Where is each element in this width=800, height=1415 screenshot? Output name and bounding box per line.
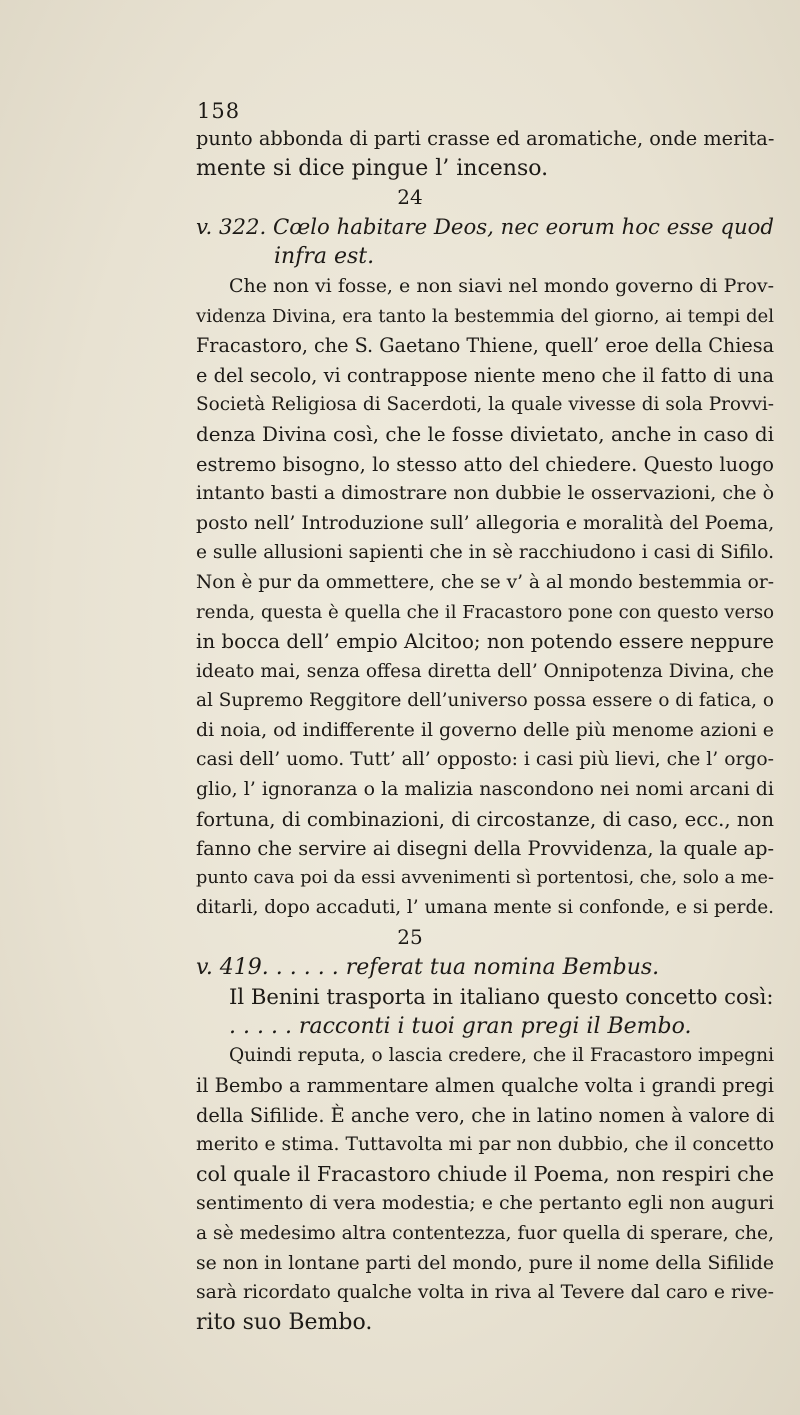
paragraph-line: Fracastoro, che S. Gaetano Thiene, quell’ eroe della Chiesa [196,334,774,358]
paragraph-line: Il Benini trasporta in italiano questo concetto così: [229,984,774,1010]
paragraph-line: se non in lontane parti del mondo, pure il nome della Sifilide [196,1252,774,1274]
paragraph-line: estremo bisogno, lo stesso atto del chiedere. Questo luogo [196,452,774,476]
paragraph-line: glio, l’ ignoranza o la malizia nascondono nei nomi arcani di [196,778,774,801]
paragraph-line: renda, questa è quella che il Fracastoro pone con questo verso [196,601,775,623]
paragraph-line: sentimento di vera modestia; e che pertanto egli non auguri [196,1192,774,1215]
paragraph-line: in bocca dell’ empio Alcitoo; non potendo essere neppure [196,630,774,654]
paragraph-line: al Supremo Reggitore dell’universo possa essere o di fatica, o [196,690,774,712]
paragraph-line: posto nell’ Introduzione sull’ allegoria e moralità del Poema, [196,511,775,534]
paragraph-line: casi dell’ uomo. Tutt’ all’ opposto: i casi più lievi, che l’ orgo- [196,749,774,771]
paragraph-line: a sè medesimo altra contentezza, fuor quella di sperare, che, [196,1222,774,1244]
paragraph-line: fanno che servire ai disegni della Provvidenza, la quale ap- [196,837,775,861]
paragraph-line: Che non vi fosse, e non siavi nel mondo governo di Prov- [229,274,774,297]
text-line: mente si dice pingue l’ incenso. [196,155,549,181]
paragraph-line: ideato mai, senza offesa diretta dell’ Onnipotenza Divina, che [196,660,774,682]
paragraph-line: merito e stima. Tuttavolta mi par non dubbio, che il concetto [196,1134,775,1156]
paragraph-line: videnza Divina, era tanto la bestemmia del giorno, ai tempi del [196,305,774,327]
translated-verse: . . . . . racconti i tuoi gran pregi il Bembo. [229,1013,692,1039]
paragraph-line: intanto basti a dimostrare non dubbie le osservazioni, che ò [196,482,775,505]
paragraph-line: Quindi reputa, o lascia credere, che il Fracastoro impegni [229,1045,774,1067]
paragraph-line: fortuna, di combinazioni, di circostanze, di caso, ecc., non [196,807,774,831]
paragraph-line: ditarli, dopo accaduti, l’ umana mente si confonde, e si perde. [196,897,774,919]
paragraph-line: rito suo Bembo. [196,1309,373,1335]
paragraph-line: e del secolo, vi contrappose niente meno che il fatto di una [196,363,774,387]
paragraph-line: Non è pur da ommettere, che se v’ à al mondo bestemmia or- [196,571,774,593]
paragraph-line: della Sifilide. È anche vero, che in latino nomen à valore di [196,1103,775,1127]
paragraph-line: e sulle allusioni sapienti che in sè racchiudono i casi di Sifilo. [196,542,774,564]
verse-citation-continued: infra est. [274,244,375,270]
paragraph-line: di noia, od indifferente il governo delle più menome azioni e [196,718,774,741]
verse-citation: v. 419. . . . . . referat tua nomina Bembus. [196,954,660,980]
note-number: 25 [397,925,423,950]
verse-citation: v. 322. Cœlo habitare Deos, nec eorum hoc esse quod [196,214,774,240]
paragraph-line: Società Religiosa di Sacerdoti, la quale vivesse di sola Provvi- [196,394,774,416]
paragraph-line: sarà ricordato qualche volta in riva al Tevere dal caro e rive- [196,1282,774,1304]
paragraph-line: col quale il Fracastoro chiude il Poema, non respiri che [196,1161,775,1186]
paragraph-line: il Bembo a rammentare almen qualche volta i grandi pregi [196,1074,774,1097]
note-number: 24 [397,185,423,210]
page-text [196,124,774,1337]
page-number: 158 [197,99,241,123]
text-line: punto abbonda di parti crasse ed aromatiche, onde merita- [196,127,775,150]
paragraph-line: punto cava poi da essi avvenimenti sì portentosi, che, solo a me- [196,867,774,888]
paragraph-line: denza Divina così, che le fosse divietato, anche in caso di [196,422,774,446]
